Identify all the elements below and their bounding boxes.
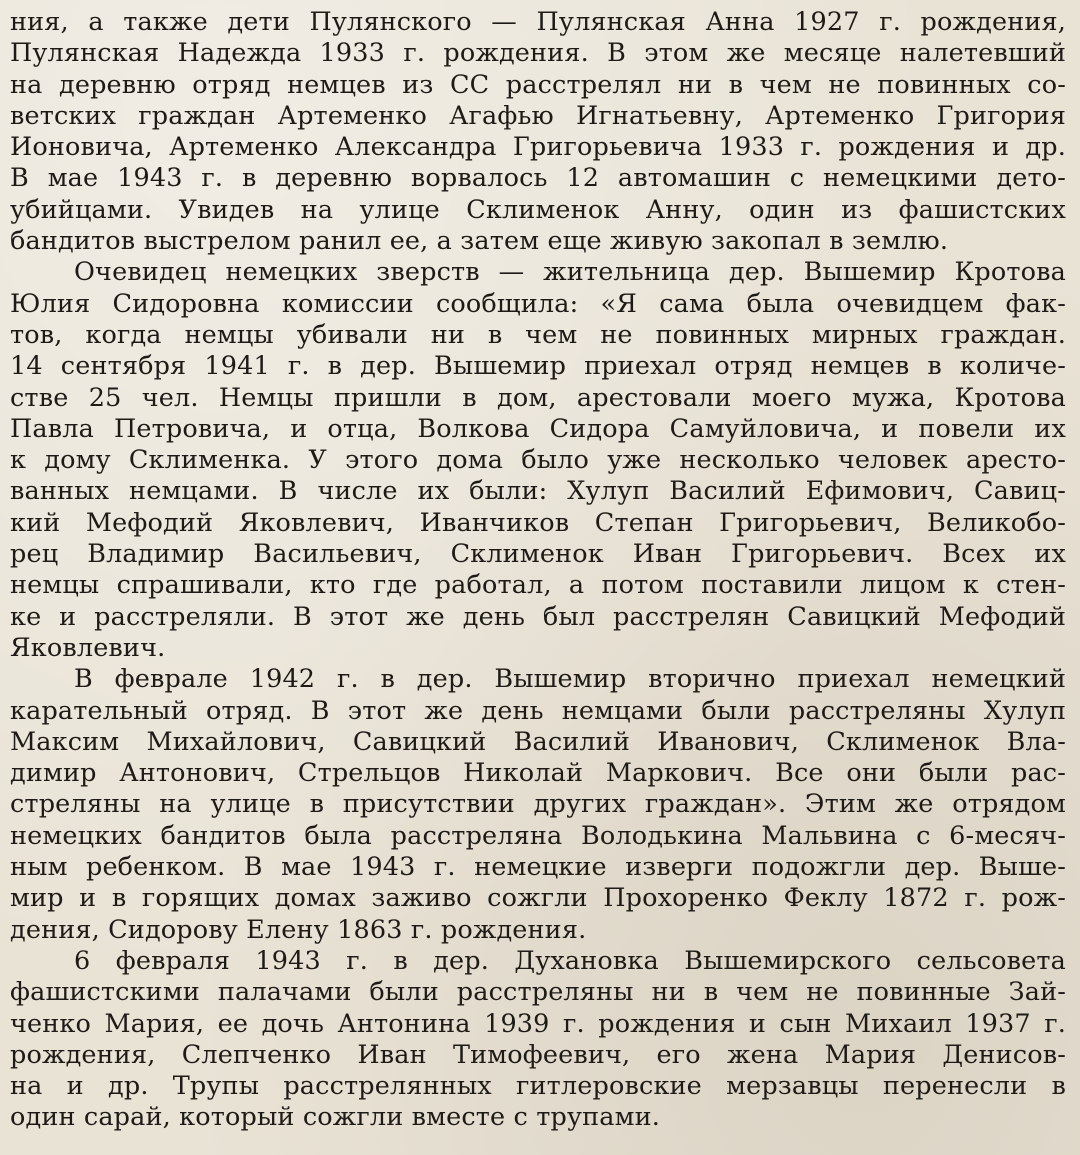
text-line: Юлия Сидоровна комиссии сообщила: «Я сама была очевидцем фак- [10, 288, 1066, 319]
text-line: кий Мефодий Яковлевич, Иванчиков Степан Григорьевич, Великобо- [10, 507, 1066, 538]
text-line: немецких бандитов была расстреляна Володькина Мальвина с 6-месяч- [10, 820, 1066, 851]
text-line: дения, Сидорову Елену 1863 г. рождения. [10, 914, 587, 945]
text-line: один сарай, который сожгли вместе с трупами. [10, 1102, 661, 1133]
text-line: ния, а также дети Пулянского — Пулянская Анна 1927 г. рождения, [10, 7, 1066, 37]
text-line: ке и расстреляли. В этот же день был расстрелян Савицкий Мефодий [10, 601, 1066, 632]
paragraph [10, 664, 1066, 946]
text-line: стве 25 чел. Немцы пришли в дом, арестовали моего мужа, Кротова [10, 382, 1066, 413]
text-line: стреляны на улице в присутствии других граждан». Этим же отрядом [10, 789, 1066, 820]
text-line: В феврале 1942 г. в дер. Вышемир вторично приехал немецкий [74, 664, 1066, 695]
text-line: тов, когда немцы убивали ни в чем не повинных мирных граждан. [10, 319, 1066, 350]
text-line: 6 февраля 1943 г. в дер. Духановка Вышемирского сельсовета [74, 945, 1066, 976]
text-line: на деревню отряд немцев из СС расстрелял ни в чем не повинных со- [10, 69, 1066, 100]
text-line: рождения, Слепченко Иван Тимофеевич, его жена Мария Денисов- [10, 1039, 1066, 1070]
text-line: Яковлевич. [10, 632, 166, 663]
paragraph [10, 257, 1066, 664]
text-line: рец Владимир Васильевич, Склименок Иван Григорьевич. Всех их [10, 539, 1066, 570]
text-line: Пулянская Надежда 1933 г. рождения. В этом же месяце налетевший [10, 38, 1066, 69]
text-line: карательный отряд. В этот же день немцами были расстреляны Хулуп [10, 695, 1066, 726]
text-line: ветских граждан Артеменко Агафью Игнатьевну, Артеменко Григория [10, 100, 1066, 131]
text-line: Павла Петровича, и отца, Волкова Сидора Самуйловича, и повели их [10, 413, 1066, 444]
text-line: ным ребенком. В мае 1943 г. немецкие изверги подожгли дер. Выше- [10, 852, 1066, 883]
paragraph [10, 7, 1066, 257]
text-line: Очевидец немецких зверств — жительница дер. Вышемир Кротова [74, 257, 1066, 288]
text-line: на и др. Трупы расстрелянных гитлеровские мерзавцы перенесли в [10, 1071, 1066, 1102]
text-line: фашистскими палачами были расстреляны ни в чем не повинные Зай- [10, 977, 1066, 1008]
text-line: к дому Склименка. У этого дома было уже несколько человек аресто- [10, 445, 1066, 476]
text-line: ванных немцами. В числе их были: Хулуп Василий Ефимович, Савиц- [10, 476, 1066, 507]
text-line: 14 сентября 1941 г. в дер. Вышемир приехал отряд немцев в количе- [10, 351, 1066, 382]
text-line: ченко Мария, ее дочь Антонина 1939 г. рождения и сын Михаил 1937 г. [10, 1008, 1066, 1039]
text-line: Ионовича, Артеменко Александра Григорьевича 1933 г. рождения и др. [10, 132, 1066, 163]
text-line: убийцами. Увидев на улице Склименок Анну, один из фашистских [10, 194, 1066, 225]
text-line: мир и в горящих домах заживо сожгли Прохоренко Феклу 1872 г. рож- [10, 883, 1066, 914]
text-line: В мае 1943 г. в деревню ворвалось 12 автомашин с немецкими дето- [10, 163, 1066, 194]
text-line: немцы спрашивали, кто где работал, а потом поставили лицом к стен- [10, 570, 1066, 601]
text-line: димир Антонович, Стрельцов Николай Маркович. Все они были рас- [10, 758, 1066, 789]
text-line: Максим Михайлович, Савицкий Василий Иванович, Склименок Вла- [10, 726, 1066, 757]
paragraph [10, 946, 1066, 1134]
text-line: бандитов выстрелом ранил ее, а затем еще живую закопал в землю. [10, 226, 949, 257]
